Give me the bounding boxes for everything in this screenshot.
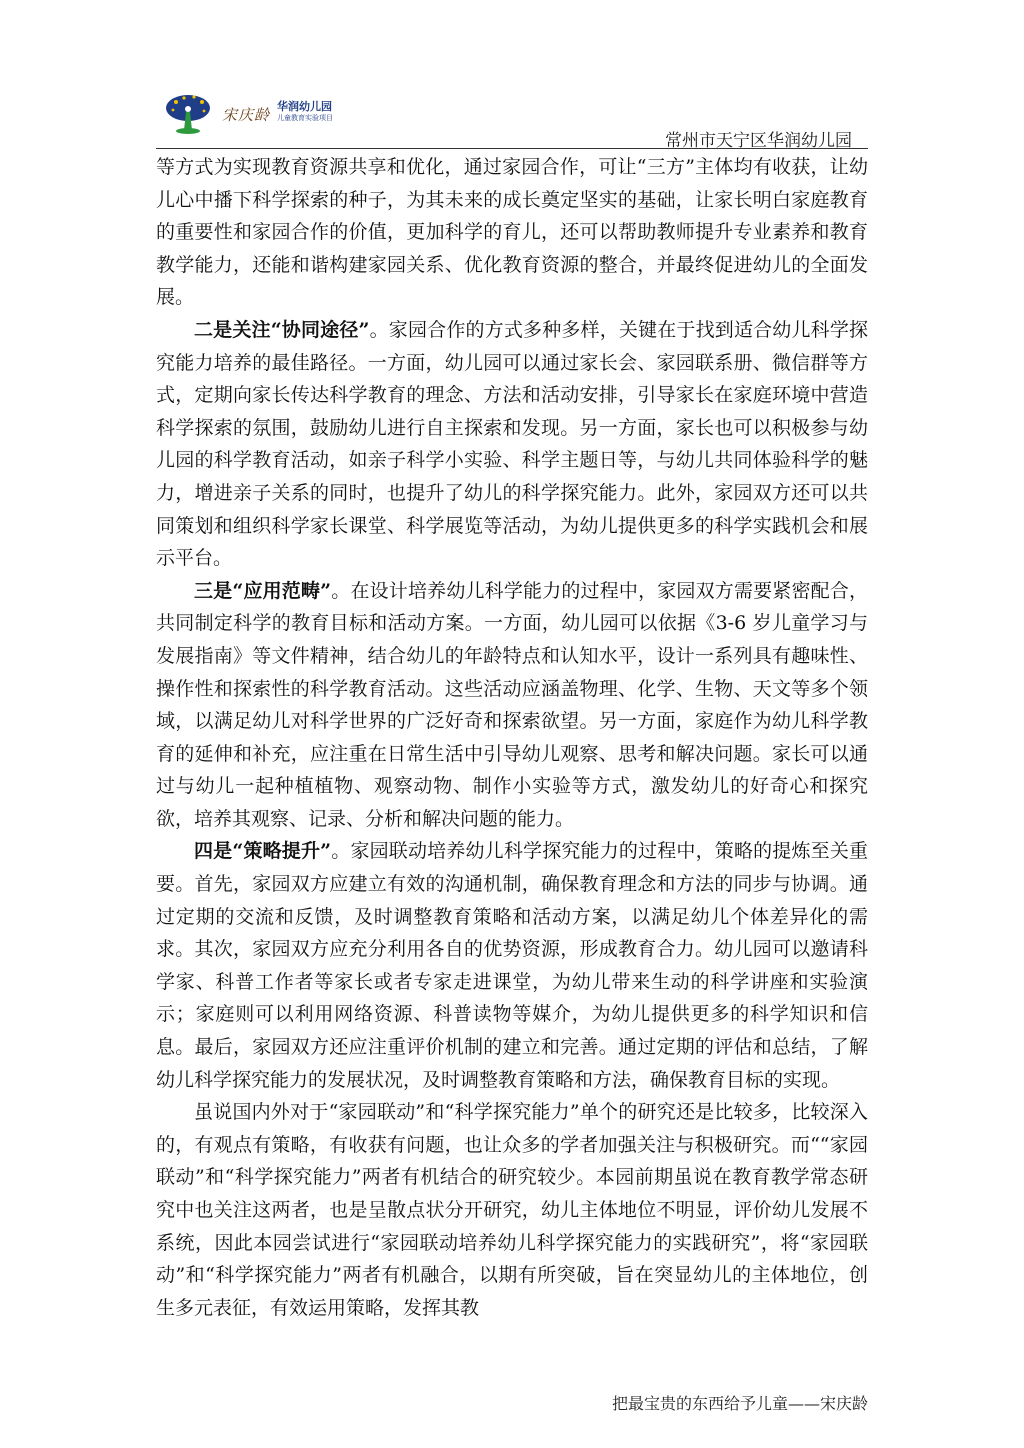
paragraph-2-lead: 二是关注“协同途径”: [194, 318, 370, 341]
paragraph-4-text: 。家园联动培养幼儿科学探究能力的过程中，策略的提炼至关重要。首先，家园双方应建立有效的沟通机制，确保教育理念和方法的同步与协调。通过定期的交流和反馈，及时调整教育策略和活动方案，以满足幼儿个体差异化的需求。其次，家园双方应充分利用各自的优势资源，形成教育合力。幼儿园可以邀请科学家、科普工作者等家长或者专家走进课堂，为幼儿带来生动的科学讲座和实验演示；家庭则可以利用网络资源、科普读物等媒介，为幼儿提供更多的科学知识和信息。最后，家园双方还应注重评价机制的建立和完善。通过定期的评估和总结，了解幼儿科学探究能力的发展状况，及时调整教育策略和方法，确保教育目标的实现。: [156, 840, 868, 1091]
document-body: [156, 151, 868, 1324]
paragraph-3-lead: 三是“应用范畴”: [194, 579, 332, 602]
paragraph-5: [156, 1096, 868, 1324]
logo-brand-text: 宋庆龄: [222, 106, 271, 124]
paragraph-3-text: 。在设计培养幼儿科学能力的过程中，家园双方需要紧密配合，共同制定科学的教育目标和活动方案。一方面，幼儿园可以依据《3-6 岁儿童学习与发展指南》等文件精神，结合幼儿的年龄特点和认知水平，设计一系列具有趣味性、操作性和探索性的科学教育活动。这些活动应涵盖物理、化学、生物、天文等多个领域，以满足幼儿对科学世界的广泛好奇和探索欲望。另一方面，家庭作为幼儿科学教育的延伸和补充，应注重在日常生活中引导幼儿观察、思考和解决问题。家长可以通过与幼儿一起种植植物、观察动物、制作小实验等方式，激发幼儿的好奇心和探究欲，培养其观察、记录、分析和解决问题的能力。: [156, 579, 868, 830]
paragraph-5-text: 虽说国内外对于“家园联动”和“科学探究能力”单个的研究还是比较多，比较深入的，有观点有策略，有收获有问题，也让众多的学者加强关注与积极研究。而““家园联动”和“科学探究能力”两者有机结合的研究较少。本园前期虽说在教育教学常态研究中也关注这两者，也是呈散点状分开研究，幼儿主体地位不明显，评价幼儿发展不系统，因此本园尝试进行“家园联动培养幼儿科学探究能力的实践研究”，将“家园联动”和“科学探究能力”两者有机融合，以期有所突破，旨在突显幼儿的主体地位，创生多元表征，有效运用策略，发挥其教: [156, 1101, 868, 1319]
header-divider: [156, 148, 868, 149]
page-header: [156, 78, 868, 150]
paragraph-2-text: 。家园合作的方式多种多样，关键在于找到适合幼儿科学探究能力培养的最佳路径。一方面，幼儿园可以通过家长会、家园联系册、微信群等方式，定期向家长传达科学教育的理念、方法和活动安排，引导家长在家庭环境中营造科学探索的氛围，鼓励幼儿进行自主探索和发现。另一方面，家长也可以积极参与幼儿园的科学教育活动，如亲子科学小实验、科学主题日等，与幼儿共同体验科学的魅力，增进亲子关系的同时，也提升了幼儿的科学探究能力。此外，家园双方还可以共同策划和组织科学家长课堂、科学展览等活动，为幼儿提供更多的科学实践机会和展示平台。: [156, 318, 868, 570]
logo-emblem-icon: [164, 86, 220, 136]
paragraph-4-lead: 四是“策略提升”: [194, 840, 332, 863]
paragraph-2: [156, 314, 868, 575]
logo-name-text: 华润幼儿园: [277, 100, 332, 113]
kindergarten-logo: [164, 86, 344, 136]
logo-subtitle-text: 儿童教育实验项目: [277, 114, 333, 122]
footer-motto: 把最宝贵的东西给予儿童——宋庆龄: [611, 1394, 868, 1413]
header-school-name: 常州市天宁区华润幼儿园: [665, 131, 852, 151]
paragraph-1: [156, 151, 868, 314]
paragraph-4: [156, 835, 868, 1096]
paragraph-3: [156, 575, 868, 836]
paragraph-1-text: 等方式为实现教育资源共享和优化，通过家园合作，可让“三方”主体均有收获，让幼儿心中播下科学探索的种子，为其未来的成长奠定坚实的基础，让家长明白家庭教育的重要性和家园合作的价值，更加科学的育儿，还可以帮助教师提升专业素养和教育教学能力，还能和谐构建家园关系、优化教育资源的整合，并最终促进幼儿的全面发展。: [156, 156, 868, 309]
